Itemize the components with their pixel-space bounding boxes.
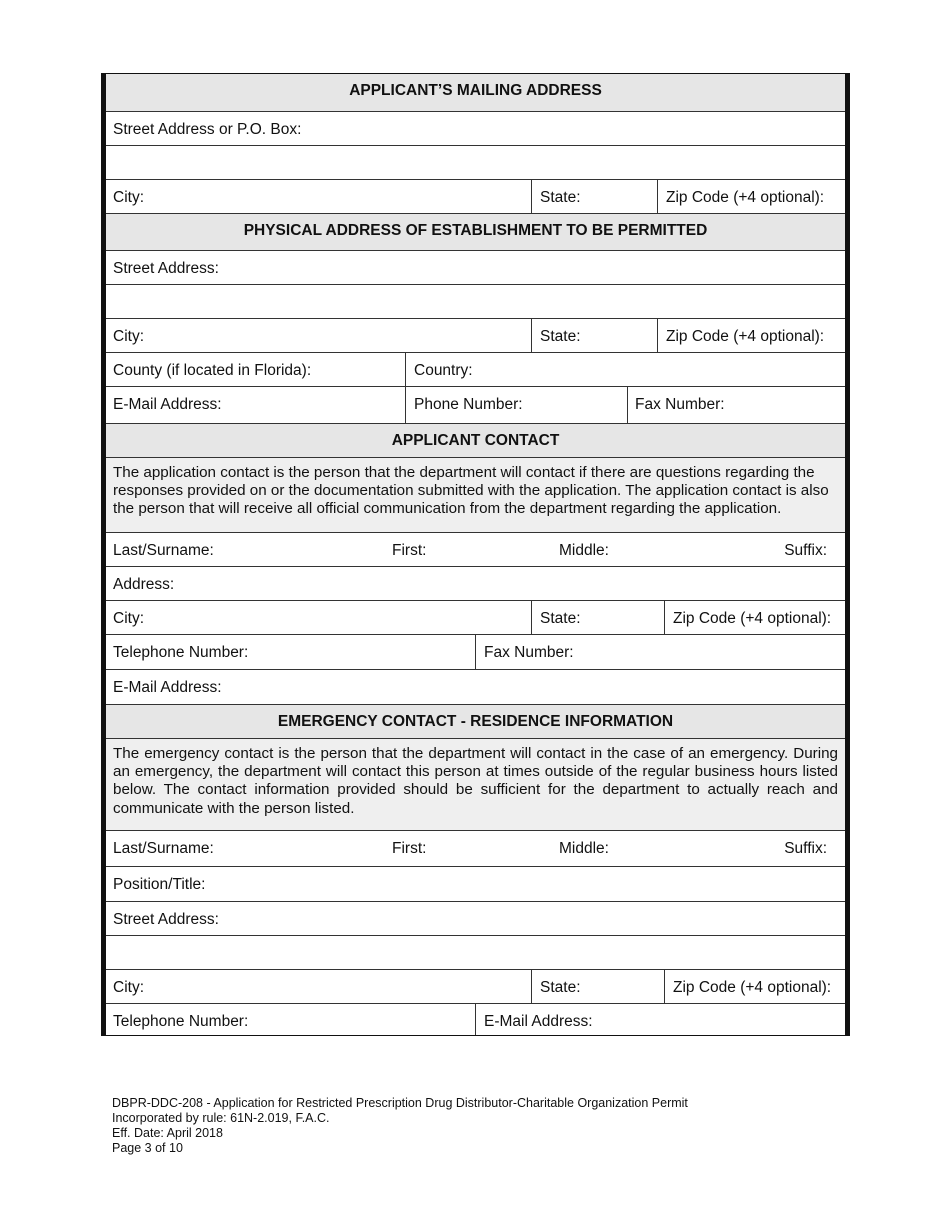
contact-address-field[interactable] — [106, 567, 845, 601]
contact-state-label: State: — [540, 610, 581, 627]
physical-zip-label: Zip Code (+4 optional): — [666, 328, 825, 345]
physical-street-label: Street Address: — [113, 260, 219, 277]
physical-city-row — [106, 319, 845, 353]
emergency-last-label: Last/Surname: — [113, 840, 214, 857]
footer-page-number: Page 3 of 10 — [112, 1141, 183, 1155]
emergency-position-label: Position/Title: — [113, 876, 206, 893]
physical-county-row — [106, 353, 845, 387]
applicant-contact-description: The application contact is the person that the department will contact if there are questions regarding the responses provided on or the documentation submitted with the application. The application contact is also the person that will receive all official communication from the department regarding the application. — [113, 464, 829, 518]
contact-address-label: Address: — [113, 576, 175, 593]
physical-email-row — [106, 387, 845, 424]
emergency-middle-label: Middle: — [559, 840, 609, 857]
contact-city-label: City: — [113, 610, 144, 627]
applicant-contact-header: APPLICANT CONTACT — [106, 424, 845, 458]
contact-last-label: Last/Surname: — [113, 542, 214, 559]
mailing-zip-label: Zip Code (+4 optional): — [666, 189, 825, 206]
mailing-street-label: Street Address or P.O. Box: — [113, 121, 302, 138]
footer-eff-date: Eff. Date: April 2018 — [112, 1126, 223, 1140]
contact-fax-label: Fax Number: — [484, 644, 574, 661]
footer-form-title: DBPR-DDC-208 - Application for Restricted Prescription Drug Distributor-Charitable Organization Permit — [112, 1096, 688, 1110]
emergency-name-row — [106, 831, 845, 867]
physical-address-header: PHYSICAL ADDRESS OF ESTABLISHMENT TO BE PERMITTED — [106, 214, 845, 251]
mailing-street-field[interactable] — [106, 112, 845, 146]
physical-phone-label: Phone Number: — [414, 396, 523, 413]
contact-name-row — [106, 533, 845, 567]
contact-email-label: E-Mail Address: — [113, 679, 222, 696]
mailing-city-label: City: — [113, 189, 144, 206]
emergency-contact-header: EMERGENCY CONTACT - RESIDENCE INFORMATION — [106, 705, 845, 739]
mailing-state-label: State: — [540, 189, 581, 206]
contact-zip-label: Zip Code (+4 optional): — [673, 610, 832, 627]
physical-street-line2-field[interactable] — [106, 285, 845, 319]
page-footer — [112, 1096, 688, 1156]
emergency-city-row — [106, 970, 845, 1004]
mailing-street-line2-field[interactable] — [106, 146, 845, 180]
contact-middle-label: Middle: — [559, 542, 609, 559]
physical-city-label: City: — [113, 328, 144, 345]
contact-telephone-row — [106, 635, 845, 670]
physical-fax-label: Fax Number: — [635, 396, 725, 413]
physical-street-field[interactable] — [106, 251, 845, 285]
emergency-street-line2-field[interactable] — [106, 936, 845, 970]
physical-email-label: E-Mail Address: — [113, 396, 222, 413]
physical-country-label: Country: — [414, 362, 473, 379]
emergency-position-field[interactable] — [106, 867, 845, 902]
applicant-contact-description-row — [106, 458, 845, 533]
emergency-first-label: First: — [392, 840, 427, 857]
contact-city-row — [106, 601, 845, 635]
contact-first-label: First: — [392, 542, 427, 559]
contact-suffix-label: Suffix: — [784, 542, 827, 559]
emergency-street-label: Street Address: — [113, 911, 219, 928]
emergency-email-label: E-Mail Address: — [484, 1013, 593, 1030]
emergency-telephone-label: Telephone Number: — [113, 1013, 249, 1030]
physical-state-label: State: — [540, 328, 581, 345]
footer-rule: Incorporated by rule: 61N-2.019, F.A.C. — [112, 1111, 330, 1125]
emergency-suffix-label: Suffix: — [784, 840, 827, 857]
emergency-description: The emergency contact is the person that the department will contact in the case of an emergency. During an emergency, the department will contact this person at times outside of the regular business hours listed below. The contact information provided should be sufficient for the department to actually reach and communicate with the person listed. — [113, 745, 838, 817]
application-form — [101, 73, 850, 1036]
emergency-city-label: City: — [113, 979, 144, 996]
emergency-street-field[interactable] — [106, 902, 845, 936]
physical-county-label: County (if located in Florida): — [113, 362, 312, 379]
emergency-description-row — [106, 739, 845, 831]
mailing-address-header: APPLICANT’S MAILING ADDRESS — [106, 74, 845, 112]
emergency-state-label: State: — [540, 979, 581, 996]
mailing-city-row — [106, 180, 845, 214]
contact-email-field[interactable] — [106, 670, 845, 705]
emergency-telephone-row — [106, 1004, 845, 1035]
contact-telephone-label: Telephone Number: — [113, 644, 249, 661]
emergency-zip-label: Zip Code (+4 optional): — [673, 979, 832, 996]
